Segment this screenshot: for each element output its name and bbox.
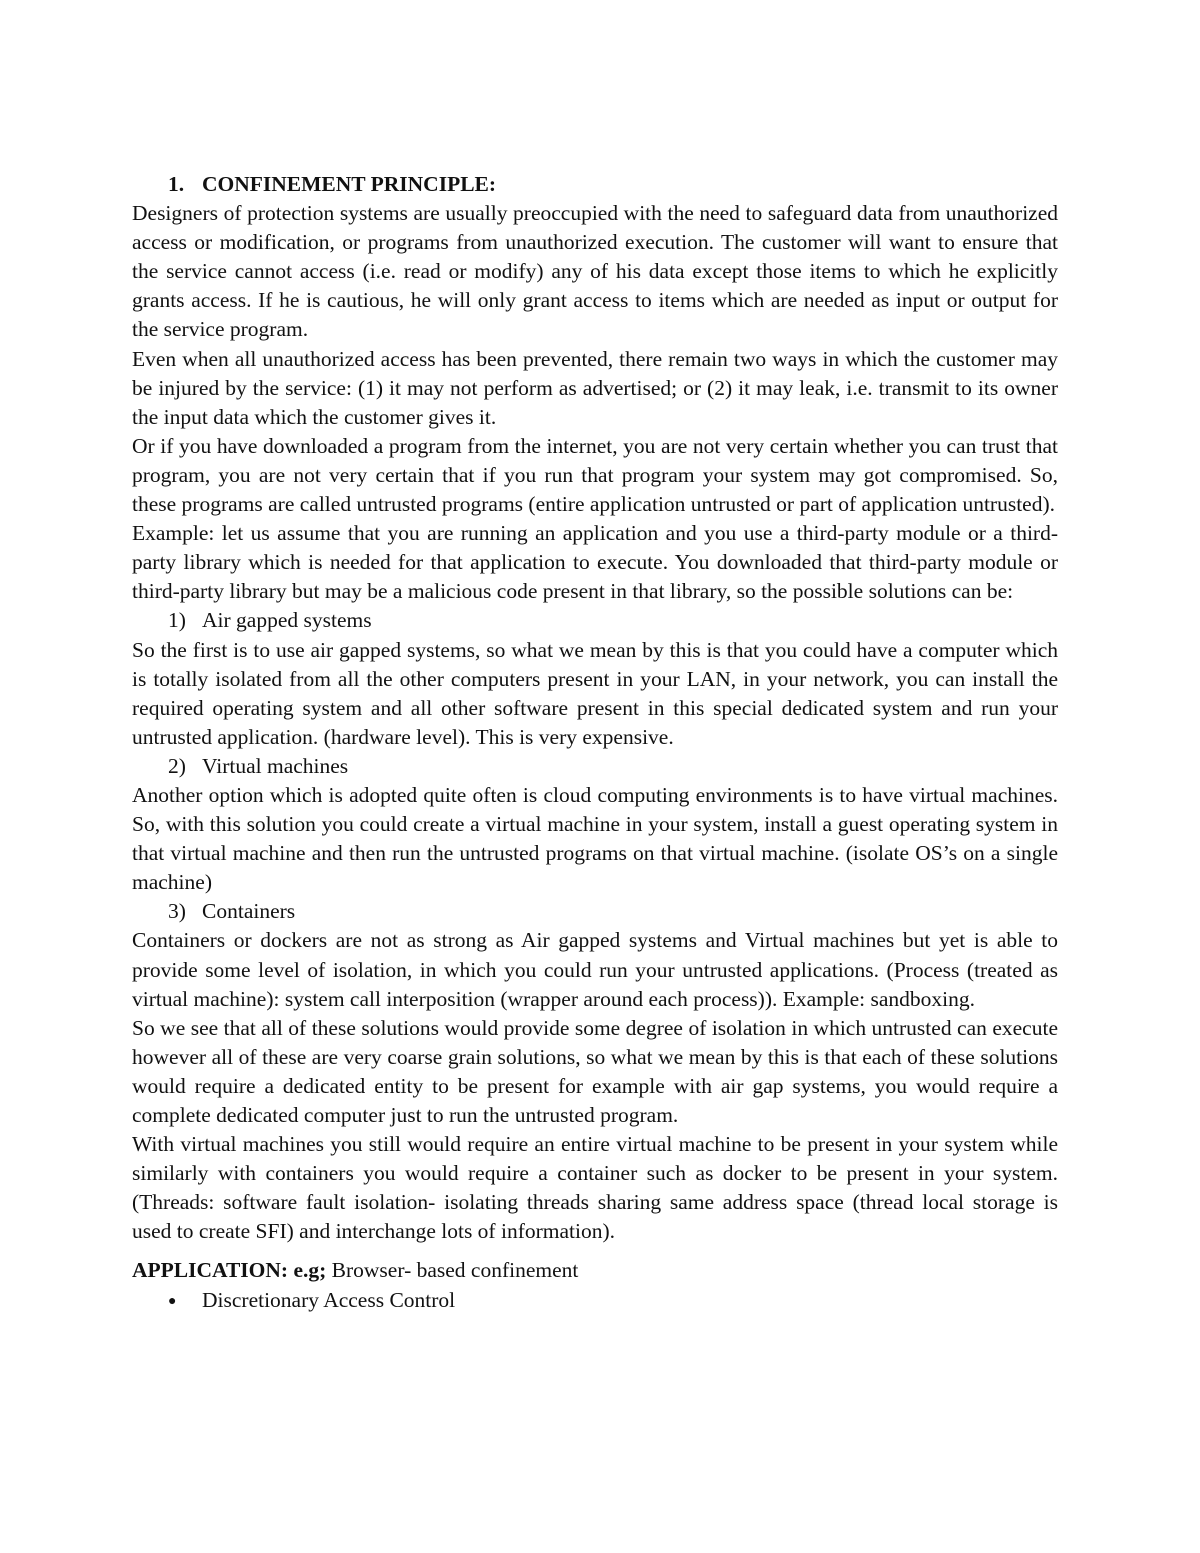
paragraph-intro: Designers of protection systems are usually preoccupied with the need to safeguard data from unauthorized access or modification, or programs from unauthorized execution. The customer will want to ensure that the service cannot access (i.e. read or modify) any of his data except those items to which he explicitly grants access. If he is cautious, he will only grant access to items which are needed as input or output for the service program. bbox=[132, 201, 1058, 342]
solution-label: Virtual machines bbox=[202, 753, 349, 778]
bullet-item bbox=[132, 1286, 1058, 1316]
section-title: CONFINEMENT PRINCIPLE: bbox=[202, 172, 497, 196]
paragraph-leak: Even when all unauthorized access has been prevented, there remain two ways in which the customer may be injured by the service: (1) it may not perform as advertised; or (2) it may leak, i.e. transmit to its owner the input data which the customer gives it. bbox=[132, 346, 1058, 429]
paragraph-air-gapped: So the first is to use air gapped systems, so what we mean by this is that you could have a computer which is totally isolated from all the other computers present in your LAN, in your network, you can install the required operating system and all other software present in this special dedicated system and run your untrusted application. (hardware level). This is very expensive. bbox=[132, 637, 1058, 749]
solution-item-virtual-machines bbox=[132, 752, 1058, 781]
paragraph-untrusted: Or if you have downloaded a program from the internet, you are not very certain whether you can trust that program, you are not very certain that if you run that program your system may got compromised. So, these programs are called untrusted programs (entire application untrusted or part of application untrusted). bbox=[132, 433, 1058, 517]
solution-label: Containers bbox=[202, 899, 296, 924]
section-number: 1. bbox=[168, 172, 185, 196]
bullet-dot-icon: ● bbox=[168, 1293, 177, 1309]
section-heading bbox=[132, 170, 1058, 199]
paragraph-coarse-grain: So we see that all of these solutions would provide some degree of isolation in which untrusted can execute however all of these are very coarse grain solutions, so what we mean by this is that each of these solutions would require a dedicated entity to be present for example with air gap systems, you would require a complete dedicated computer just to run the untrusted program. bbox=[132, 1015, 1058, 1127]
paragraph-example: Example: let us assume that you are running an application and you use a third-party module or a third-party library which is needed for that application to execute. You downloaded that third-party module or third-party library but may be a malicious code present in that library, so the possible solutions can be: bbox=[132, 521, 1058, 604]
solution-item-air-gapped bbox=[132, 606, 1058, 635]
application-line bbox=[132, 1256, 1058, 1285]
application-text: Browser- based confinement bbox=[326, 1258, 579, 1283]
paragraph-containers: Containers or dockers are not as strong as Air gapped systems and Virtual machines but yet is able to provide some level of isolation, in which you could run your untrusted applications. (Process (treated as virtual machine): system call interposition (wrapper around each process)). Example: sandboxing. bbox=[132, 928, 1058, 1011]
bullet-label: Discretionary Access Control bbox=[202, 1287, 456, 1312]
solution-item-containers bbox=[132, 897, 1058, 926]
solution-number: 3) bbox=[168, 899, 186, 924]
application-label: APPLICATION: e.g; bbox=[132, 1258, 327, 1283]
document-page bbox=[132, 170, 1058, 1316]
solution-number: 1) bbox=[168, 608, 186, 633]
solution-number: 2) bbox=[168, 753, 186, 778]
solution-label: Air gapped systems bbox=[202, 608, 372, 633]
paragraph-threads: With virtual machines you still would require an entire virtual machine to be present in your system while similarly with containers you would require a container such as docker to be present in your system. (Threads: software fault isolation- isolating threads sharing same address space (thread local storage is used to create SFI) and interchange lots of information). bbox=[132, 1132, 1058, 1244]
paragraph-virtual-machines: Another option which is adopted quite often is cloud computing environments is to have virtual machines. So, with this solution you could create a virtual machine in your system, install a guest operating system in that virtual machine and then run the untrusted programs on that virtual machine. (isolate OS’s on a single machine) bbox=[132, 782, 1058, 895]
